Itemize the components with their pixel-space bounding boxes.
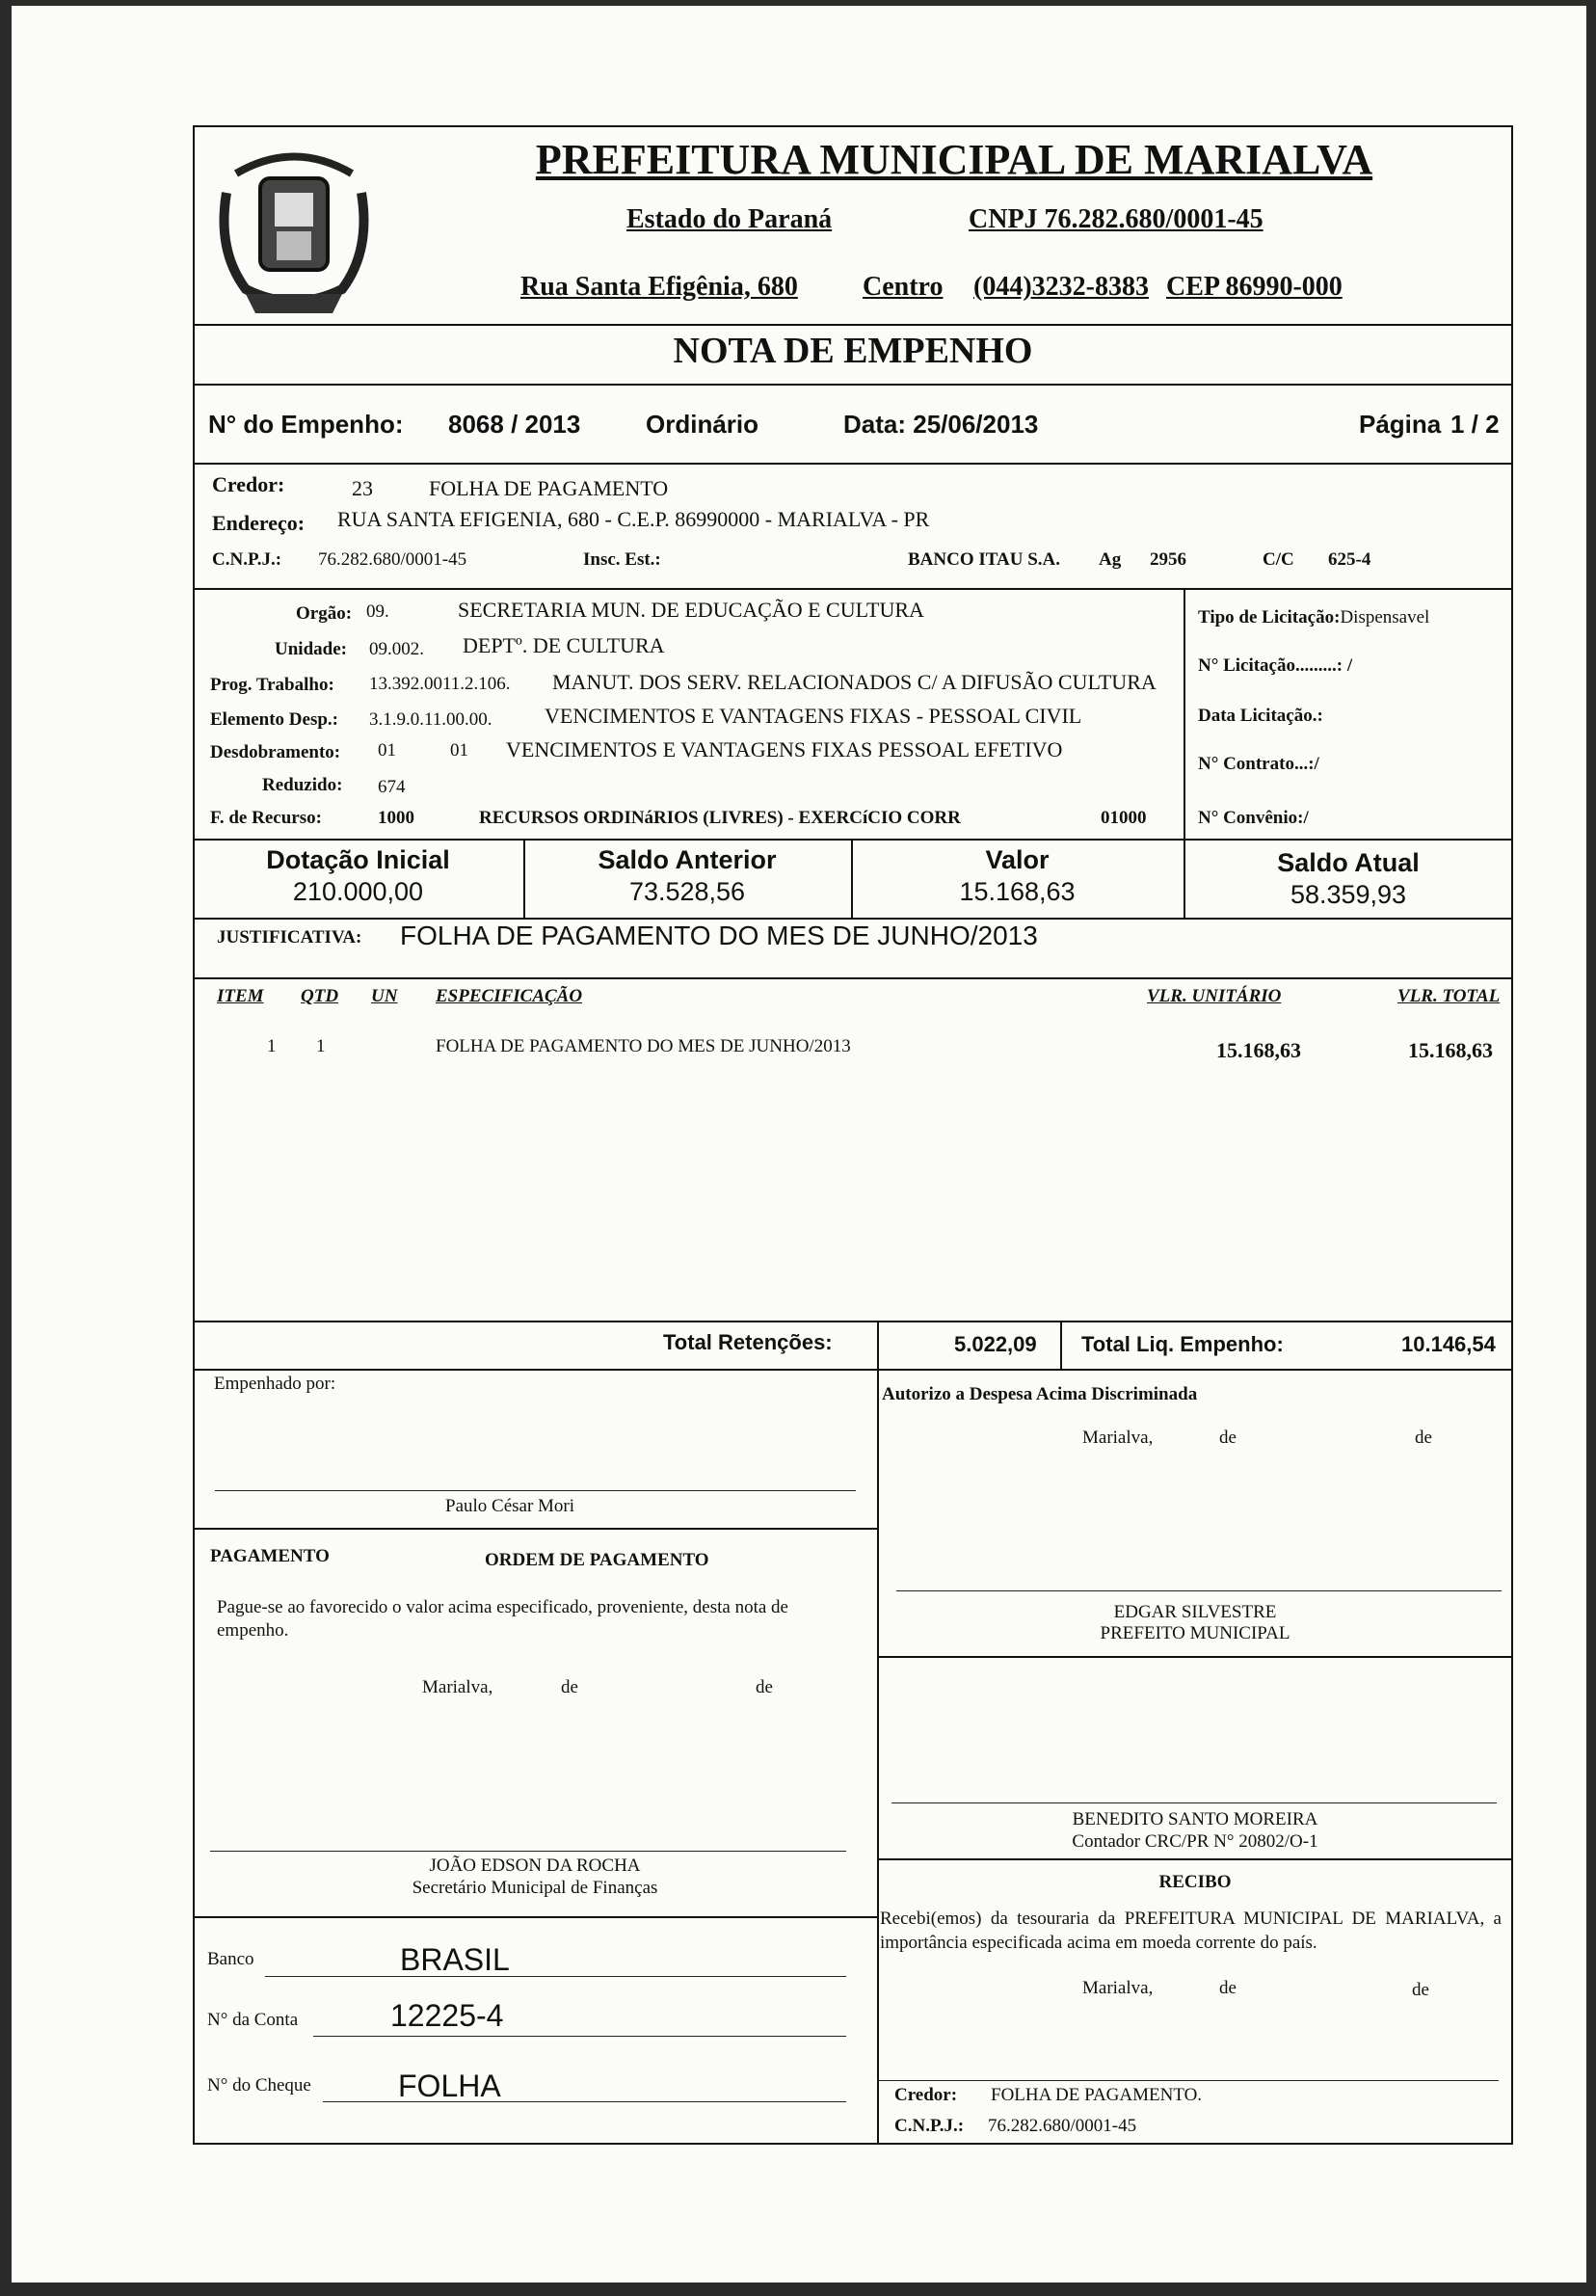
credor-code: 23 xyxy=(352,476,373,500)
endereco-label: Endereço: xyxy=(212,511,306,535)
elemento-name: VENCIMENTOS E VANTAGENS FIXAS - PESSOAL CIVIL xyxy=(545,704,1082,728)
header-cnpj: CNPJ 76.282.680/0001-45 xyxy=(969,204,1264,234)
total-liquido-value: 10.146,54 xyxy=(1401,1332,1496,1356)
autorizo-de-2: de xyxy=(1415,1428,1432,1448)
pagamento-de-1: de xyxy=(561,1677,578,1697)
justificativa-text: FOLHA DE PAGAMENTO DO MES DE JUNHO/2013 xyxy=(400,921,1038,950)
reduzido-value: 674 xyxy=(378,777,406,797)
ordem-pagamento-title: ORDEM DE PAGAMENTO xyxy=(485,1550,709,1570)
prefeito-name: EDGAR SILVESTRE xyxy=(1113,1602,1277,1622)
banco-label: Banco xyxy=(207,1949,254,1969)
balance-label-valor: Valor xyxy=(985,845,1050,874)
state-name: Estado do Paraná xyxy=(626,204,833,234)
balance-label-saldo-atual: Saldo Atual xyxy=(1277,848,1420,877)
endereco-value: RUA SANTA EFIGENIA, 680 - C.E.P. 86990000 - MARIALVA - PR xyxy=(337,507,930,531)
total-retencoes-value: 5.022,09 xyxy=(954,1332,1037,1356)
recibo-de-2: de xyxy=(1412,1980,1429,2000)
items-header-item: ITEM xyxy=(217,986,264,1006)
autorizo-city: Marialva, xyxy=(1082,1428,1154,1448)
recibo-de-1: de xyxy=(1219,1978,1237,1998)
orgao-label: Orgão: xyxy=(296,603,353,624)
reduzido-label: Reduzido: xyxy=(262,775,343,795)
elemento-code: 3.1.9.0.11.00.00. xyxy=(369,709,492,730)
numero-licitacao: N° Licitação.........: / xyxy=(1198,655,1353,676)
cnpj-value: 76.282.680/0001-45 xyxy=(318,549,467,570)
pagamento-text: Pague-se ao favorecido o valor acima especificado, proveniente, desta nota de empenho. xyxy=(217,1597,788,1641)
empenho-date: Data: 25/06/2013 xyxy=(843,410,1039,439)
empenho-type: Ordinário xyxy=(646,410,759,439)
header-district: Centro xyxy=(863,272,944,302)
prog-label: Prog. Trabalho: xyxy=(210,675,334,695)
balance-value-dotacao: 210.000,00 xyxy=(292,877,424,906)
numero-contrato: N° Contrato...:/ xyxy=(1198,754,1319,774)
page-label: Página xyxy=(1359,410,1442,439)
page-number: 1 / 2 xyxy=(1450,410,1500,439)
banco-value: BRASIL xyxy=(400,1942,510,1977)
contador-name: BENEDITO SANTO MOREIRA xyxy=(1072,1809,1318,1829)
account-label: C/C xyxy=(1263,549,1294,570)
orgao-code: 09. xyxy=(366,601,389,622)
secretario-name: JOÃO EDSON DA ROCHA xyxy=(429,1855,641,1876)
credor-footer-value: FOLHA DE PAGAMENTO. xyxy=(991,2085,1203,2105)
prog-code: 13.392.0011.2.106. xyxy=(369,674,511,694)
account-value: 625-4 xyxy=(1328,549,1371,570)
data-licitacao: Data Licitação.: xyxy=(1198,706,1323,726)
desdobramento-code-2: 01 xyxy=(450,740,468,761)
cheque-value: FOLHA xyxy=(398,2069,501,2103)
balance-label-saldo-anterior: Saldo Anterior xyxy=(598,845,777,874)
item-unit-value: 15.168,63 xyxy=(1216,1038,1301,1062)
header-phone: (044)3232-8383 xyxy=(973,272,1149,302)
justificativa-label: JUSTIFICATIVA: xyxy=(217,927,362,948)
unidade-label: Unidade: xyxy=(275,639,347,659)
agency-value: 2956 xyxy=(1150,549,1186,570)
item-spec: FOLHA DE PAGAMENTO DO MES DE JUNHO/2013 xyxy=(436,1036,851,1056)
conta-value: 12225-4 xyxy=(390,1998,504,2033)
total-liquido-label: Total Liq. Empenho: xyxy=(1081,1332,1284,1356)
credor-footer-cnpj-value: 76.282.680/0001-45 xyxy=(988,2116,1137,2136)
desdobramento-label: Desdobramento: xyxy=(210,742,341,762)
pagamento-de-2: de xyxy=(756,1677,773,1697)
credor-name: FOLHA DE PAGAMENTO xyxy=(429,476,669,500)
pagamento-city: Marialva, xyxy=(422,1677,493,1697)
recurso-label: F. de Recurso: xyxy=(210,808,322,828)
unidade-code: 09.002. xyxy=(369,639,424,659)
elemento-label: Elemento Desp.: xyxy=(210,709,338,730)
bank-name: BANCO ITAU S.A. xyxy=(908,549,1061,570)
unidade-name: DEPTº. DE CULTURA xyxy=(463,633,665,657)
items-header-qtd: QTD xyxy=(301,986,339,1006)
item-number: 1 xyxy=(267,1036,277,1056)
credor-label: Credor: xyxy=(212,472,285,496)
balance-value-saldo-anterior: 73.528,56 xyxy=(628,877,746,906)
recibo-city: Marialva, xyxy=(1082,1978,1154,1998)
document-type-title: NOTA DE EMPENHO xyxy=(673,331,1033,371)
recurso-code-2: 01000 xyxy=(1101,808,1147,828)
item-total-value: 15.168,63 xyxy=(1408,1038,1493,1062)
empenhado-label: Empenhado por: xyxy=(214,1374,336,1394)
items-header-spec: ESPECIFICAÇÃO xyxy=(436,986,583,1006)
balance-label-dotacao: Dotação Inicial xyxy=(266,845,450,874)
credor-footer-cnpj-label: C.N.P.J.: xyxy=(894,2116,965,2136)
empenho-number: 8068 / 2013 xyxy=(448,410,581,439)
credor-footer-label: Credor: xyxy=(894,2085,958,2105)
balance-value-saldo-atual: 58.359,93 xyxy=(1290,880,1407,909)
orgao-name: SECRETARIA MUN. DE EDUCAÇÃO E CULTURA xyxy=(458,598,924,622)
pagamento-label: PAGAMENTO xyxy=(210,1546,330,1566)
items-header-total: VLR. TOTAL xyxy=(1397,986,1501,1006)
header-address: Rua Santa Efigênia, 680 xyxy=(520,272,798,302)
autorizo-de-1: de xyxy=(1219,1428,1237,1448)
cheque-label: N° do Cheque xyxy=(207,2075,311,2096)
autorizo-title: Autorizo a Despesa Acima Discriminada xyxy=(882,1384,1198,1404)
desdobramento-name: VENCIMENTOS E VANTAGENS FIXAS PESSOAL EFETIVO xyxy=(506,737,1063,761)
page-title: PREFEITURA MUNICIPAL DE MARIALVA xyxy=(535,136,1373,183)
secretario-role: Secretário Municipal de Finanças xyxy=(412,1878,658,1898)
item-qtd: 1 xyxy=(316,1036,326,1056)
recurso-code: 1000 xyxy=(378,808,414,828)
items-header-un: UN xyxy=(371,986,398,1006)
total-retencoes-label: Total Retenções: xyxy=(663,1330,833,1354)
numero-convenio: N° Convênio:/ xyxy=(1198,808,1309,828)
recibo-text: Recebi(emos) da tesouraria da PREFEITURA MUNICIPAL DE MARIALVA, a importância especificada acima em moeda corrente do país. xyxy=(880,1909,1502,1953)
agency-label: Ag xyxy=(1099,549,1122,570)
cnpj-label: C.N.P.J.: xyxy=(212,549,282,570)
conta-label: N° da Conta xyxy=(207,2010,299,2030)
balance-value-valor: 15.168,63 xyxy=(959,877,1076,906)
recurso-name: RECURSOS ORDINáRIOS (LIVRES) - EXERCíCIO CORR xyxy=(479,808,961,828)
prefeito-role: PREFEITO MUNICIPAL xyxy=(1100,1623,1290,1643)
recibo-title: RECIBO xyxy=(1158,1872,1232,1892)
desdobramento-code-1: 01 xyxy=(378,740,396,761)
items-header-unit: VLR. UNITÁRIO xyxy=(1147,986,1282,1006)
empenho-label: N° do Empenho: xyxy=(208,410,404,439)
empenhado-name: Paulo César Mori xyxy=(445,1496,575,1516)
insc-label: Insc. Est.: xyxy=(583,549,661,570)
tipo-licitacao: Tipo de Licitação:Dispensavel xyxy=(1198,607,1430,627)
header-cep: CEP 86990-000 xyxy=(1166,272,1343,302)
contador-role: Contador CRC/PR N° 20802/O-1 xyxy=(1072,1831,1318,1852)
prog-name: MANUT. DOS SERV. RELACIONADOS C/ A DIFUSÃO CULTURA xyxy=(552,670,1157,694)
